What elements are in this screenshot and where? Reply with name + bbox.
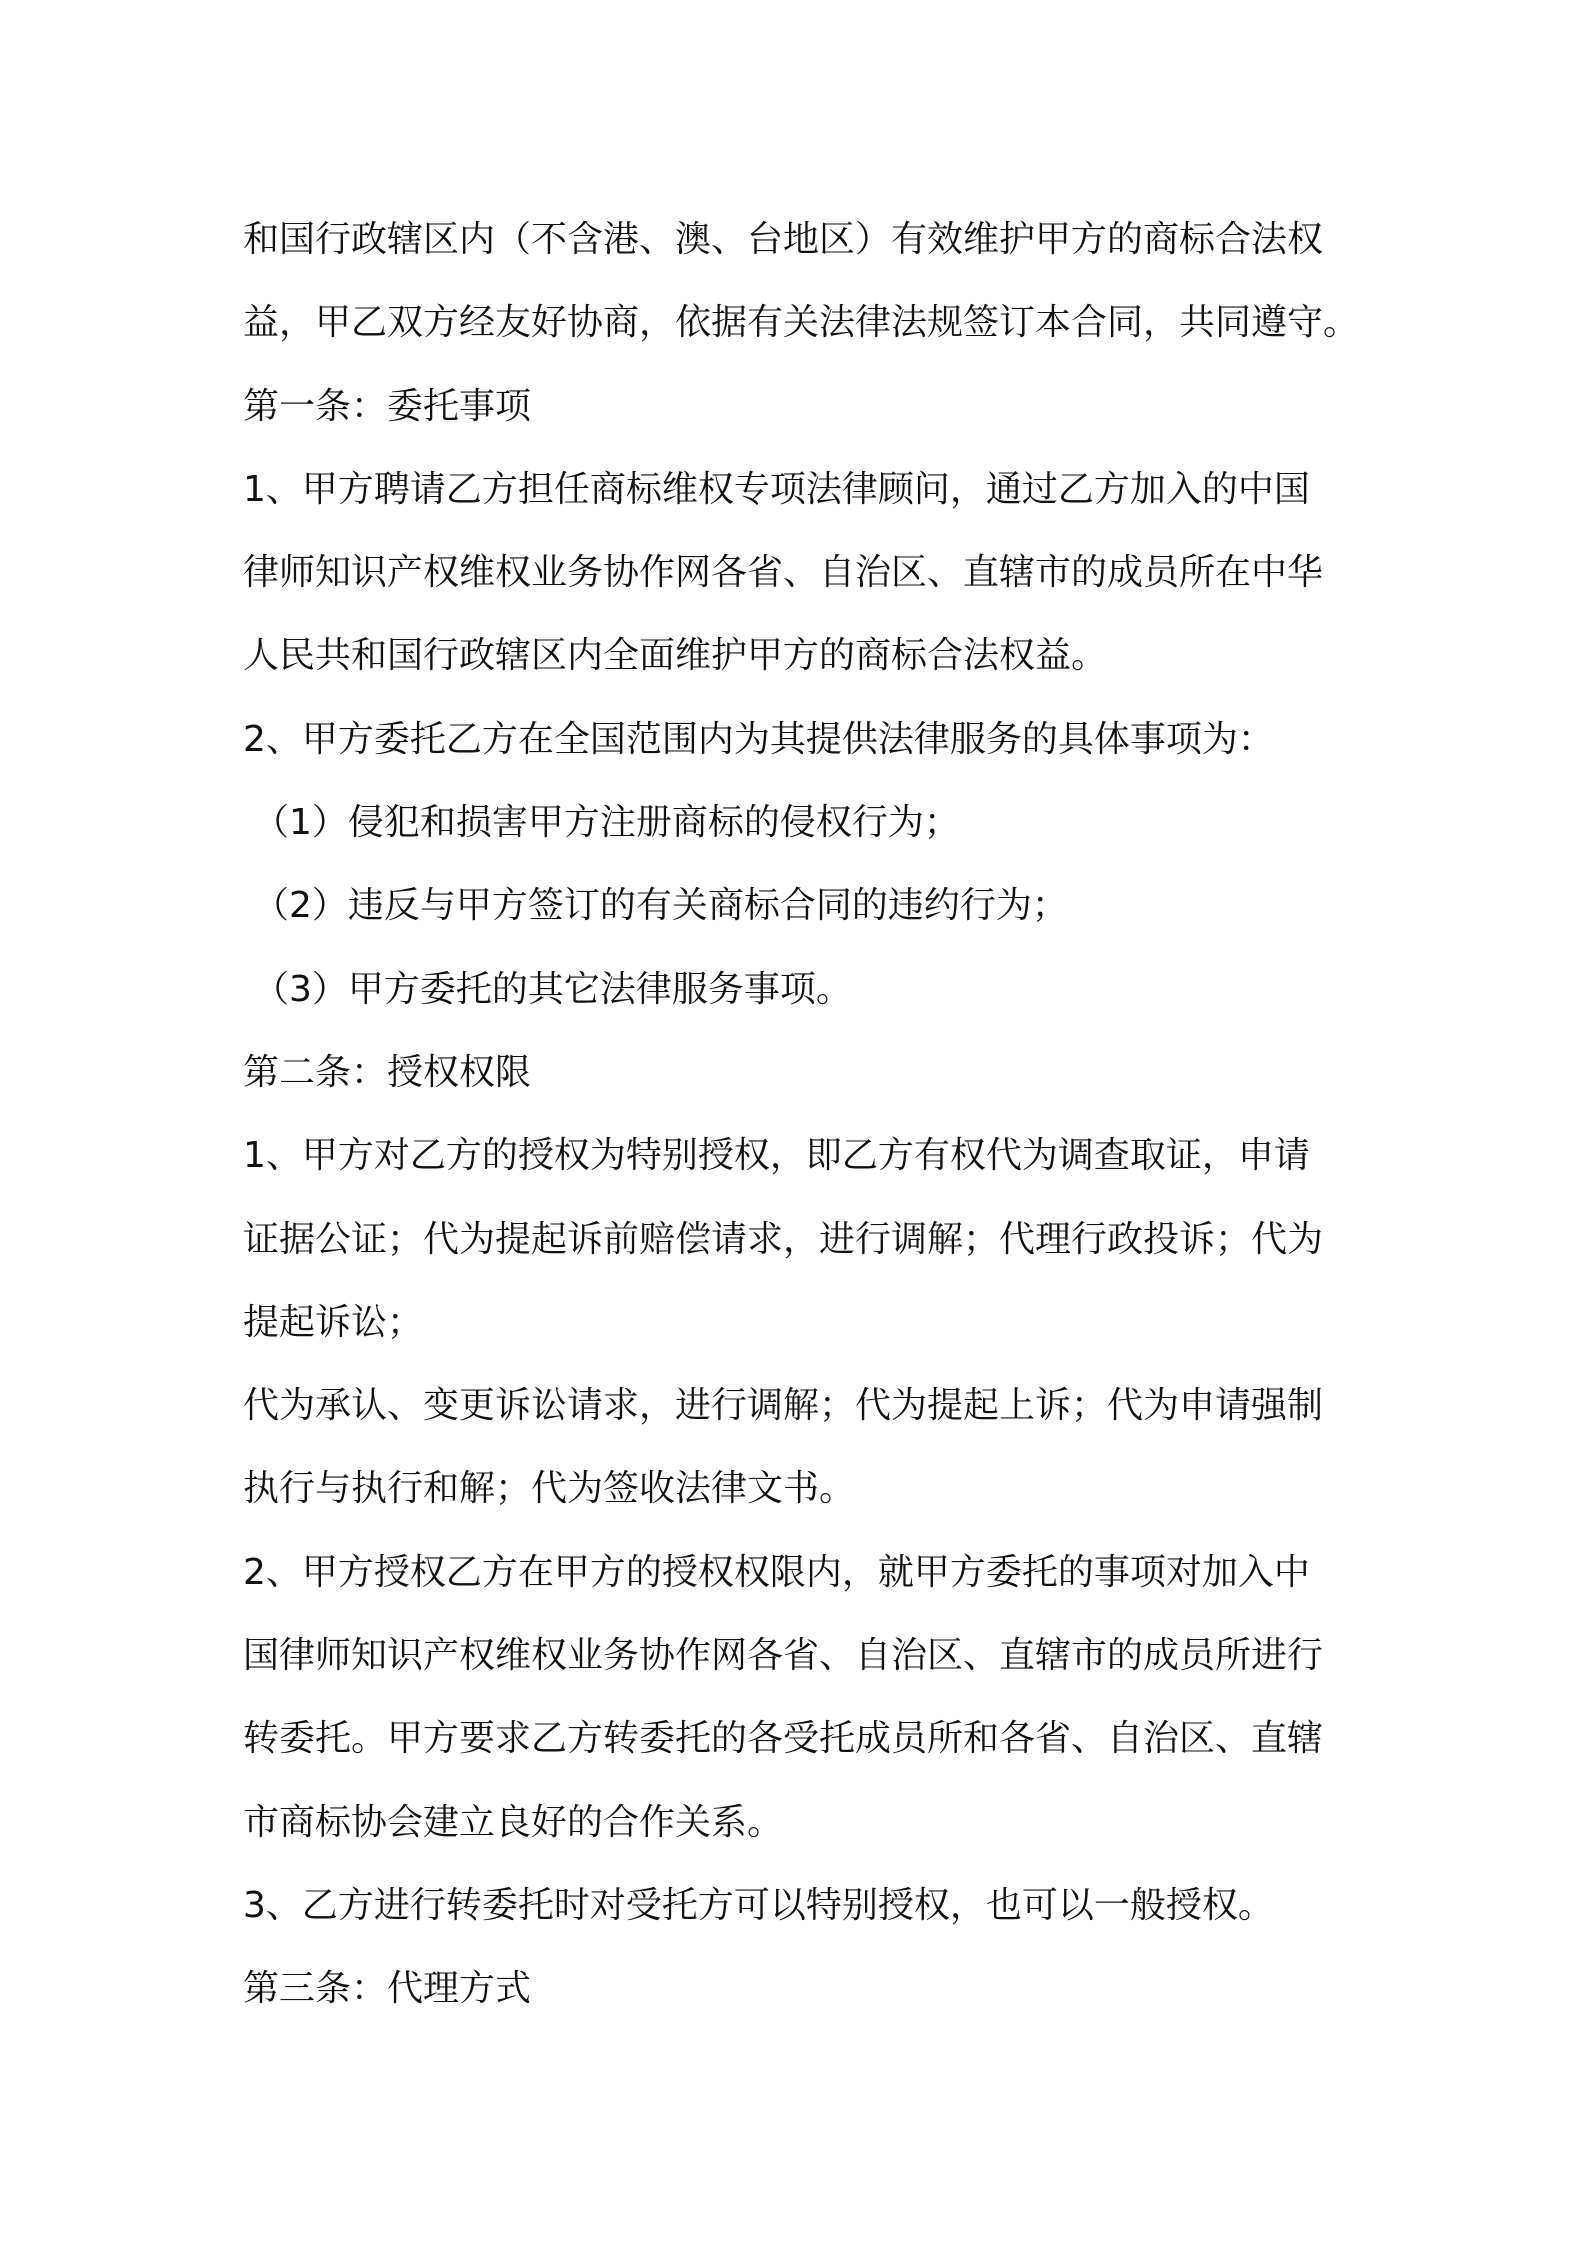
list-item: （1）侵犯和损害甲方注册商标的侵权行为； <box>253 802 960 844</box>
list-item: （3）甲方委托的其它法律服务事项。 <box>253 968 852 1010</box>
list-item: （2）违反与甲方签订的有关商标合同的违约行为； <box>253 885 1068 927</box>
paragraph-line: 益，甲乙双方经友好协商，依据有关法律法规签订本合同，共同遵守。 <box>243 302 1360 344</box>
document-body <box>243 198 1360 2031</box>
paragraph-line: 2、甲方委托乙方在全国范围内为其提供法律服务的具体事项为： <box>243 718 1274 760</box>
paragraph-line: 代为承认、变更诉讼请求，进行调解；代为提起上诉；代为申请强制 <box>243 1385 1324 1427</box>
paragraph-line: 人民共和国行政辖区内全面维护甲方的商标合法权益。 <box>243 635 1108 677</box>
paragraph-line: 和国行政辖区内（不含港、澳、台地区）有效维护甲方的商标合法权 <box>243 219 1324 260</box>
paragraph-line: 1、甲方对乙方的授权为特别授权，即乙方有权代为调查取证，申请 <box>243 1135 1310 1177</box>
section-heading-2: 第二条：授权权限 <box>243 1051 532 1093</box>
paragraph-line: 提起诉讼； <box>243 1301 424 1343</box>
paragraph-line: 1、甲方聘请乙方担任商标维权专项法律顾问，通过乙方加入的中国 <box>243 468 1310 510</box>
paragraph-line: 证据公证；代为提起诉前赔偿请求，进行调解；代理行政投诉；代为 <box>243 1218 1324 1260</box>
paragraph-line: 转委托。甲方要求乙方转委托的各受托成员所和各省、自治区、直辖 <box>243 1718 1324 1760</box>
paragraph-line: 律师知识产权维权业务协作网各省、自治区、直辖市的成员所在中华 <box>243 552 1324 594</box>
paragraph-line: 2、甲方授权乙方在甲方的授权权限内，就甲方委托的事项对加入中 <box>243 1551 1310 1593</box>
paragraph-line: 执行与执行和解；代为签收法律文书。 <box>243 1468 856 1510</box>
section-heading-3: 第三条：代理方式 <box>243 1968 532 2010</box>
section-heading-1: 第一条：委托事项 <box>243 385 532 427</box>
paragraph-line: 市商标协会建立良好的合作关系。 <box>243 1801 784 1843</box>
paragraph-line: 国律师知识产权维权业务协作网各省、自治区、直辖市的成员所进行 <box>243 1635 1324 1677</box>
paragraph-line: 3、乙方进行转委托时对受托方可以特别授权，也可以一般授权。 <box>243 1884 1274 1926</box>
